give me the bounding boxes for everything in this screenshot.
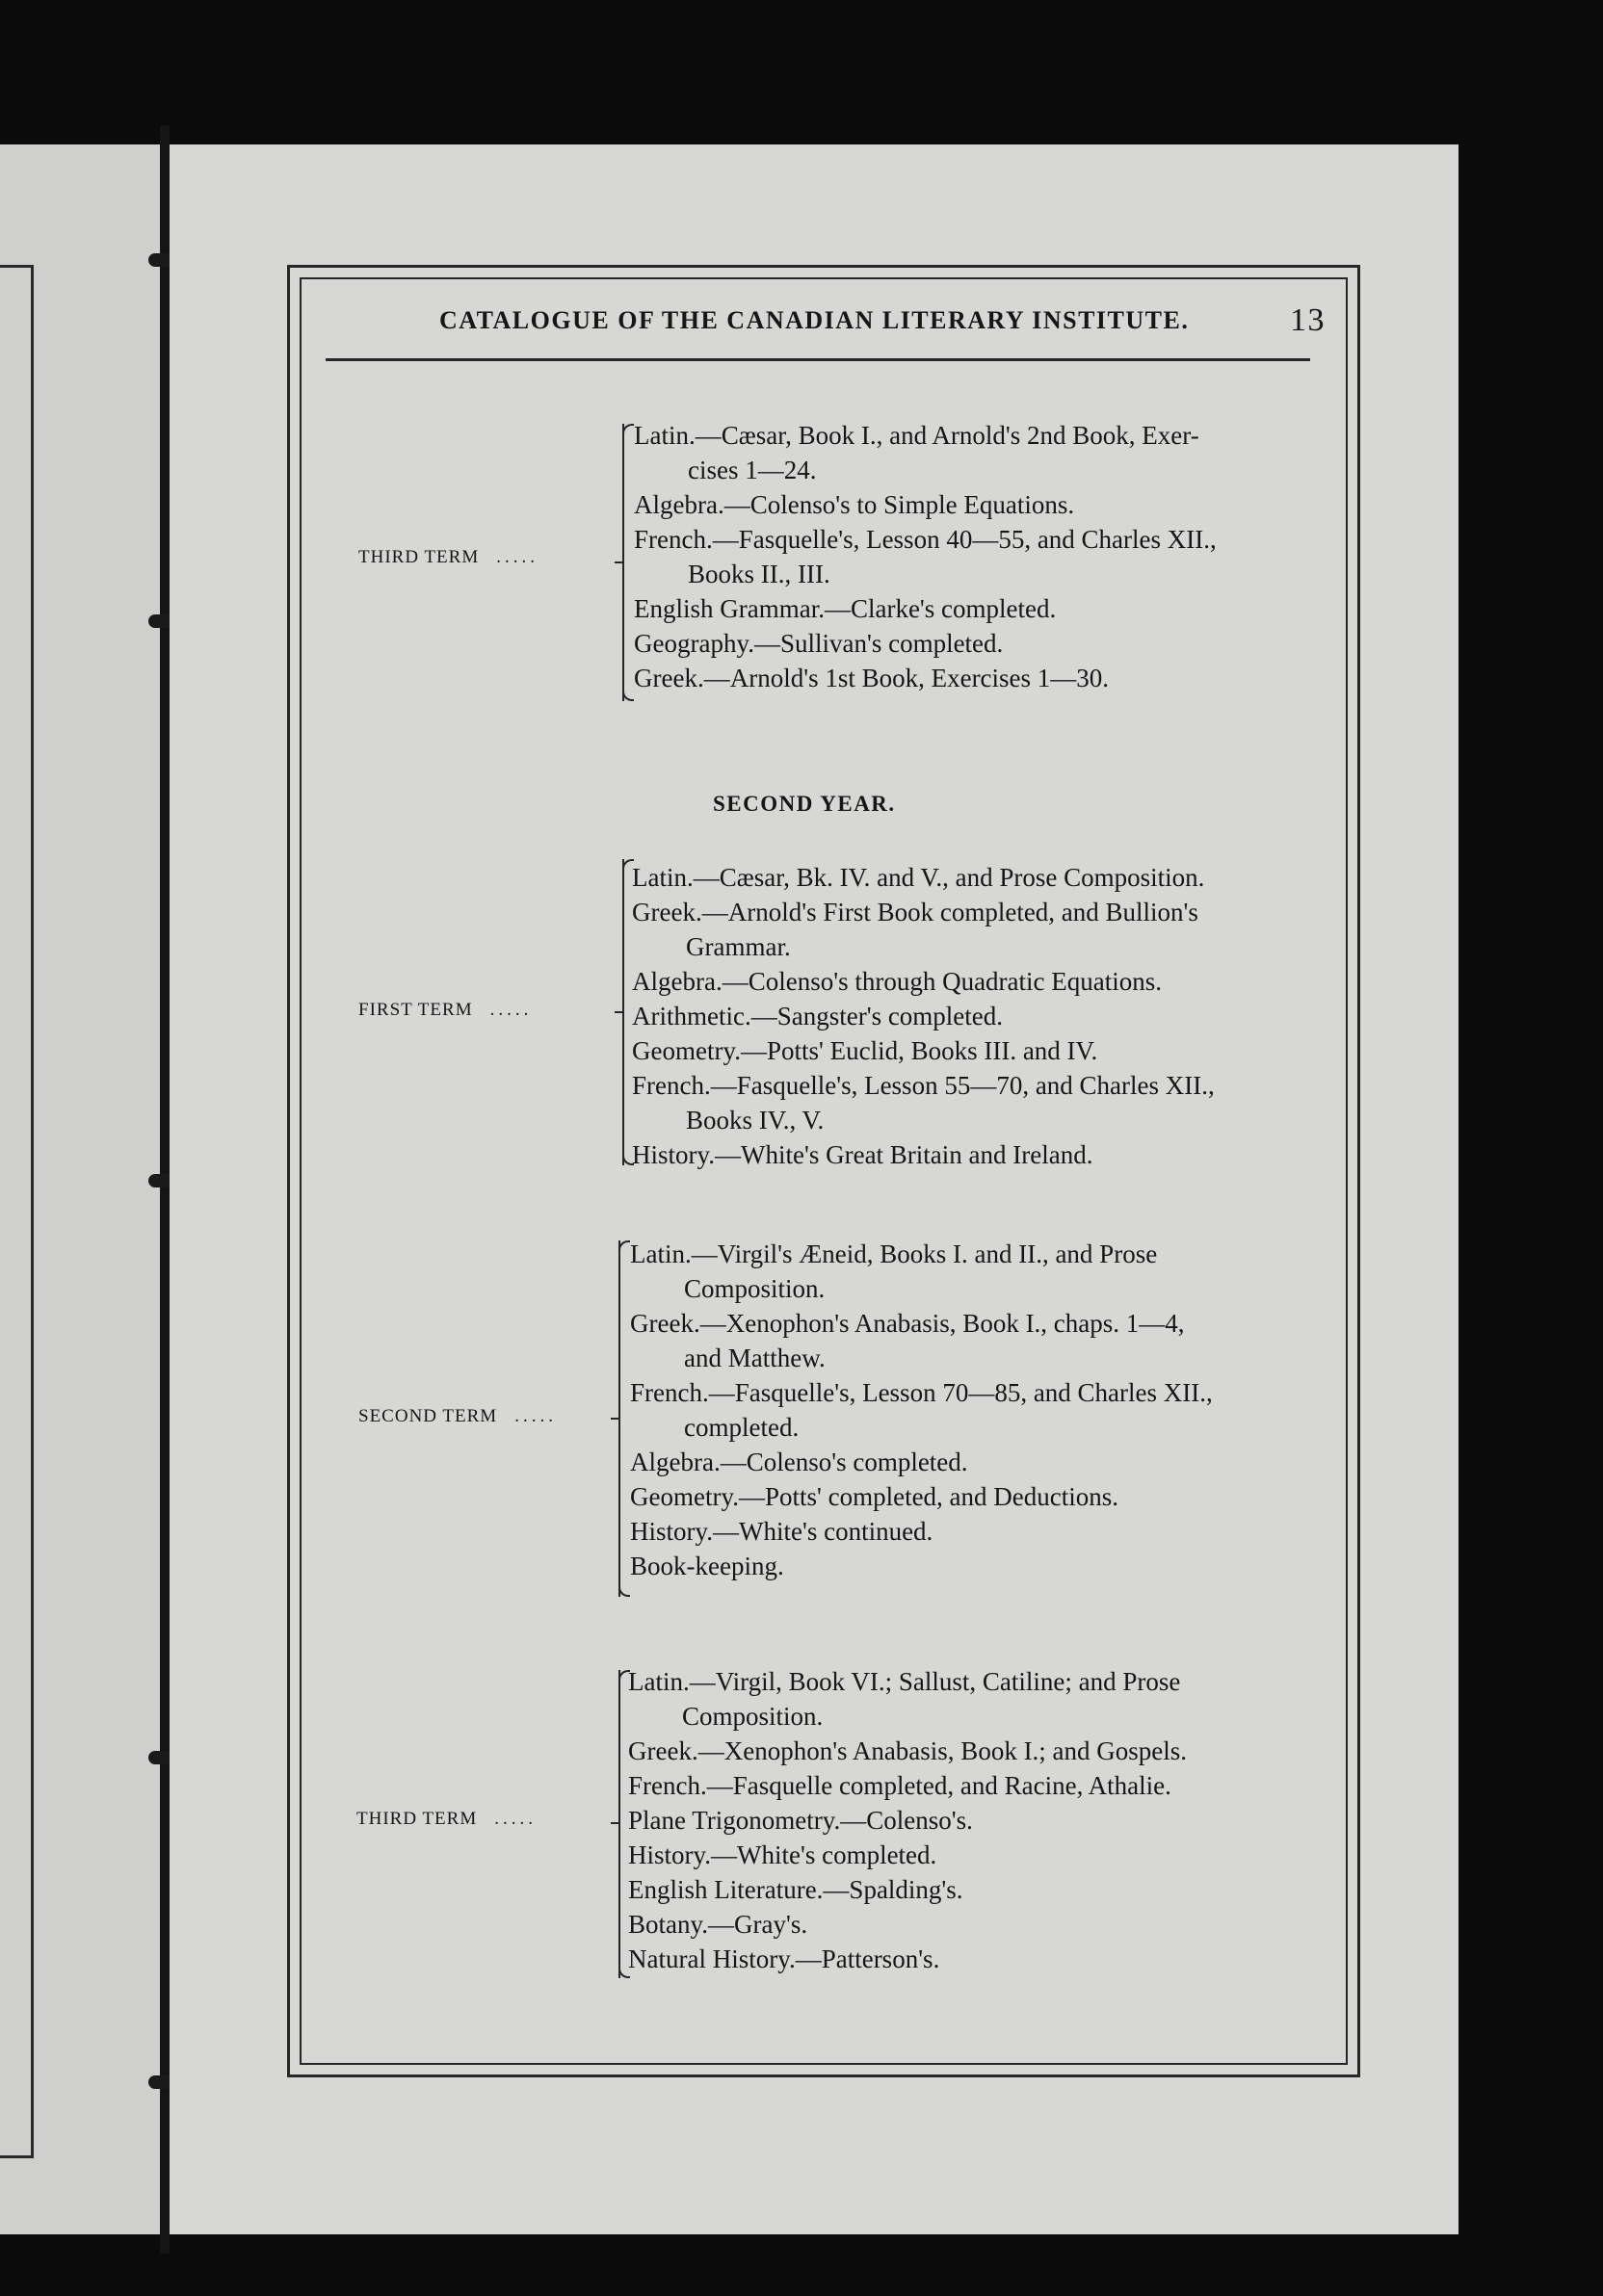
course-line: Book-keeping. [630, 1552, 784, 1580]
course-list [632, 860, 1215, 1172]
course-line: History.—White's completed. [628, 1840, 937, 1869]
course-line: Greek.—Xenophon's Anabasis, Book I.; and Gospels. [628, 1736, 1188, 1765]
course-entry [634, 522, 1217, 591]
course-line: Arithmetic.—Sangster's completed. [632, 1002, 1004, 1031]
leader-dots: ..... [489, 1000, 533, 1020]
leader-dots: ..... [514, 1406, 557, 1426]
term-label [356, 1809, 537, 1830]
course-line: Books IV., V. [686, 1106, 825, 1135]
course-line: Books II., III. [688, 560, 830, 588]
course-entry [630, 1549, 1213, 1583]
course-line: Botany.—Gray's. [628, 1910, 808, 1939]
course-line: French.—Fasquelle's, Lesson 55—70, and Charles XII., [632, 1071, 1215, 1100]
course-entry [632, 1137, 1215, 1172]
course-line: Geometry.—Potts' Euclid, Books III. and IV. [632, 1036, 1098, 1065]
course-entry [628, 1803, 1187, 1838]
course-line: French.—Fasquelle's, Lesson 40—55, and Charles XII., [634, 525, 1217, 554]
section-heading: SECOND YEAR. [713, 792, 896, 816]
term-label [358, 1406, 557, 1427]
course-list [634, 418, 1217, 695]
course-line: Greek.—Arnold's 1st Book, Exercises 1—30. [634, 664, 1110, 692]
course-line: Composition. [684, 1274, 826, 1303]
course-line: cises 1—24. [688, 456, 817, 484]
course-line: Plane Trigonometry.—Colenso's. [628, 1806, 973, 1835]
course-entry [634, 626, 1217, 661]
course-entry [632, 1033, 1215, 1068]
book-spine [160, 125, 170, 2254]
course-line: completed. [684, 1413, 800, 1442]
course-entry [630, 1445, 1213, 1479]
course-entry [634, 661, 1217, 695]
leader-dots: ..... [496, 547, 539, 567]
course-line: and Matthew. [684, 1344, 826, 1372]
term-label [358, 1000, 532, 1021]
term-label-text: THIRD TERM [358, 547, 480, 567]
course-entry [628, 1768, 1187, 1803]
course-entry [630, 1479, 1213, 1514]
course-line: History.—White's Great Britain and Ireland. [632, 1140, 1093, 1169]
term-label [358, 547, 539, 568]
course-entry [628, 1664, 1187, 1734]
running-header [439, 302, 1326, 345]
page-number: 13 [1290, 302, 1326, 338]
course-line: English Literature.—Spalding's. [628, 1875, 963, 1904]
course-entry [630, 1237, 1213, 1306]
course-line: Natural History.—Patterson's. [628, 1944, 940, 1973]
course-entry [632, 895, 1215, 964]
course-line: Algebra.—Colenso's to Simple Equations. [634, 490, 1075, 519]
course-line: English Grammar.—Clarke's completed. [634, 594, 1057, 623]
running-title: CATALOGUE OF THE CANADIAN LITERARY INSTITUTE. [439, 306, 1190, 334]
facing-page-edge [0, 144, 164, 2234]
course-line: Algebra.—Colenso's through Quadratic Equations. [632, 967, 1163, 996]
course-line: Greek.—Arnold's First Book completed, and Bullion's [632, 898, 1198, 926]
course-entry [628, 1942, 1187, 1976]
course-entry [630, 1375, 1213, 1445]
course-line: Latin.—Cæsar, Bk. IV. and V., and Prose Composition. [632, 863, 1205, 892]
course-line: Algebra.—Colenso's completed. [630, 1448, 968, 1476]
course-entry [634, 487, 1217, 522]
course-line: Geography.—Sullivan's completed. [634, 629, 1004, 658]
course-entry [628, 1734, 1187, 1768]
course-line: Composition. [682, 1702, 824, 1731]
leader-dots: ..... [494, 1809, 537, 1829]
course-entry [630, 1306, 1213, 1375]
course-entry [632, 860, 1215, 895]
course-entry [630, 1514, 1213, 1549]
course-line: Geometry.—Potts' completed, and Deductions. [630, 1482, 1119, 1511]
course-line: History.—White's continued. [630, 1517, 933, 1546]
term-label-text: FIRST TERM [358, 1000, 473, 1020]
course-line: Latin.—Cæsar, Book I., and Arnold's 2nd Book, Exer- [634, 421, 1199, 450]
course-entry [632, 1068, 1215, 1137]
course-list [628, 1664, 1187, 1976]
term-label-text: THIRD TERM [356, 1809, 478, 1829]
course-line: Grammar. [686, 932, 791, 961]
header-rule [326, 358, 1310, 361]
course-line: French.—Fasquelle completed, and Racine, Athalie. [628, 1771, 1171, 1800]
term-label-text: SECOND TERM [358, 1406, 498, 1426]
course-line: Latin.—Virgil, Book VI.; Sallust, Catiline; and Prose [628, 1667, 1181, 1696]
course-entry [628, 1872, 1187, 1907]
course-entry [628, 1838, 1187, 1872]
course-list [630, 1237, 1213, 1583]
course-entry [634, 591, 1217, 626]
course-entry [628, 1907, 1187, 1942]
course-line: Greek.—Xenophon's Anabasis, Book I., chaps. 1—4, [630, 1309, 1185, 1338]
course-entry [634, 418, 1217, 487]
course-line: French.—Fasquelle's, Lesson 70—85, and Charles XII., [630, 1378, 1213, 1407]
facing-page-frame [0, 265, 34, 2158]
course-line: Latin.—Virgil's Æneid, Books I. and II., and Prose [630, 1239, 1158, 1268]
course-entry [632, 964, 1215, 999]
course-entry [632, 999, 1215, 1033]
